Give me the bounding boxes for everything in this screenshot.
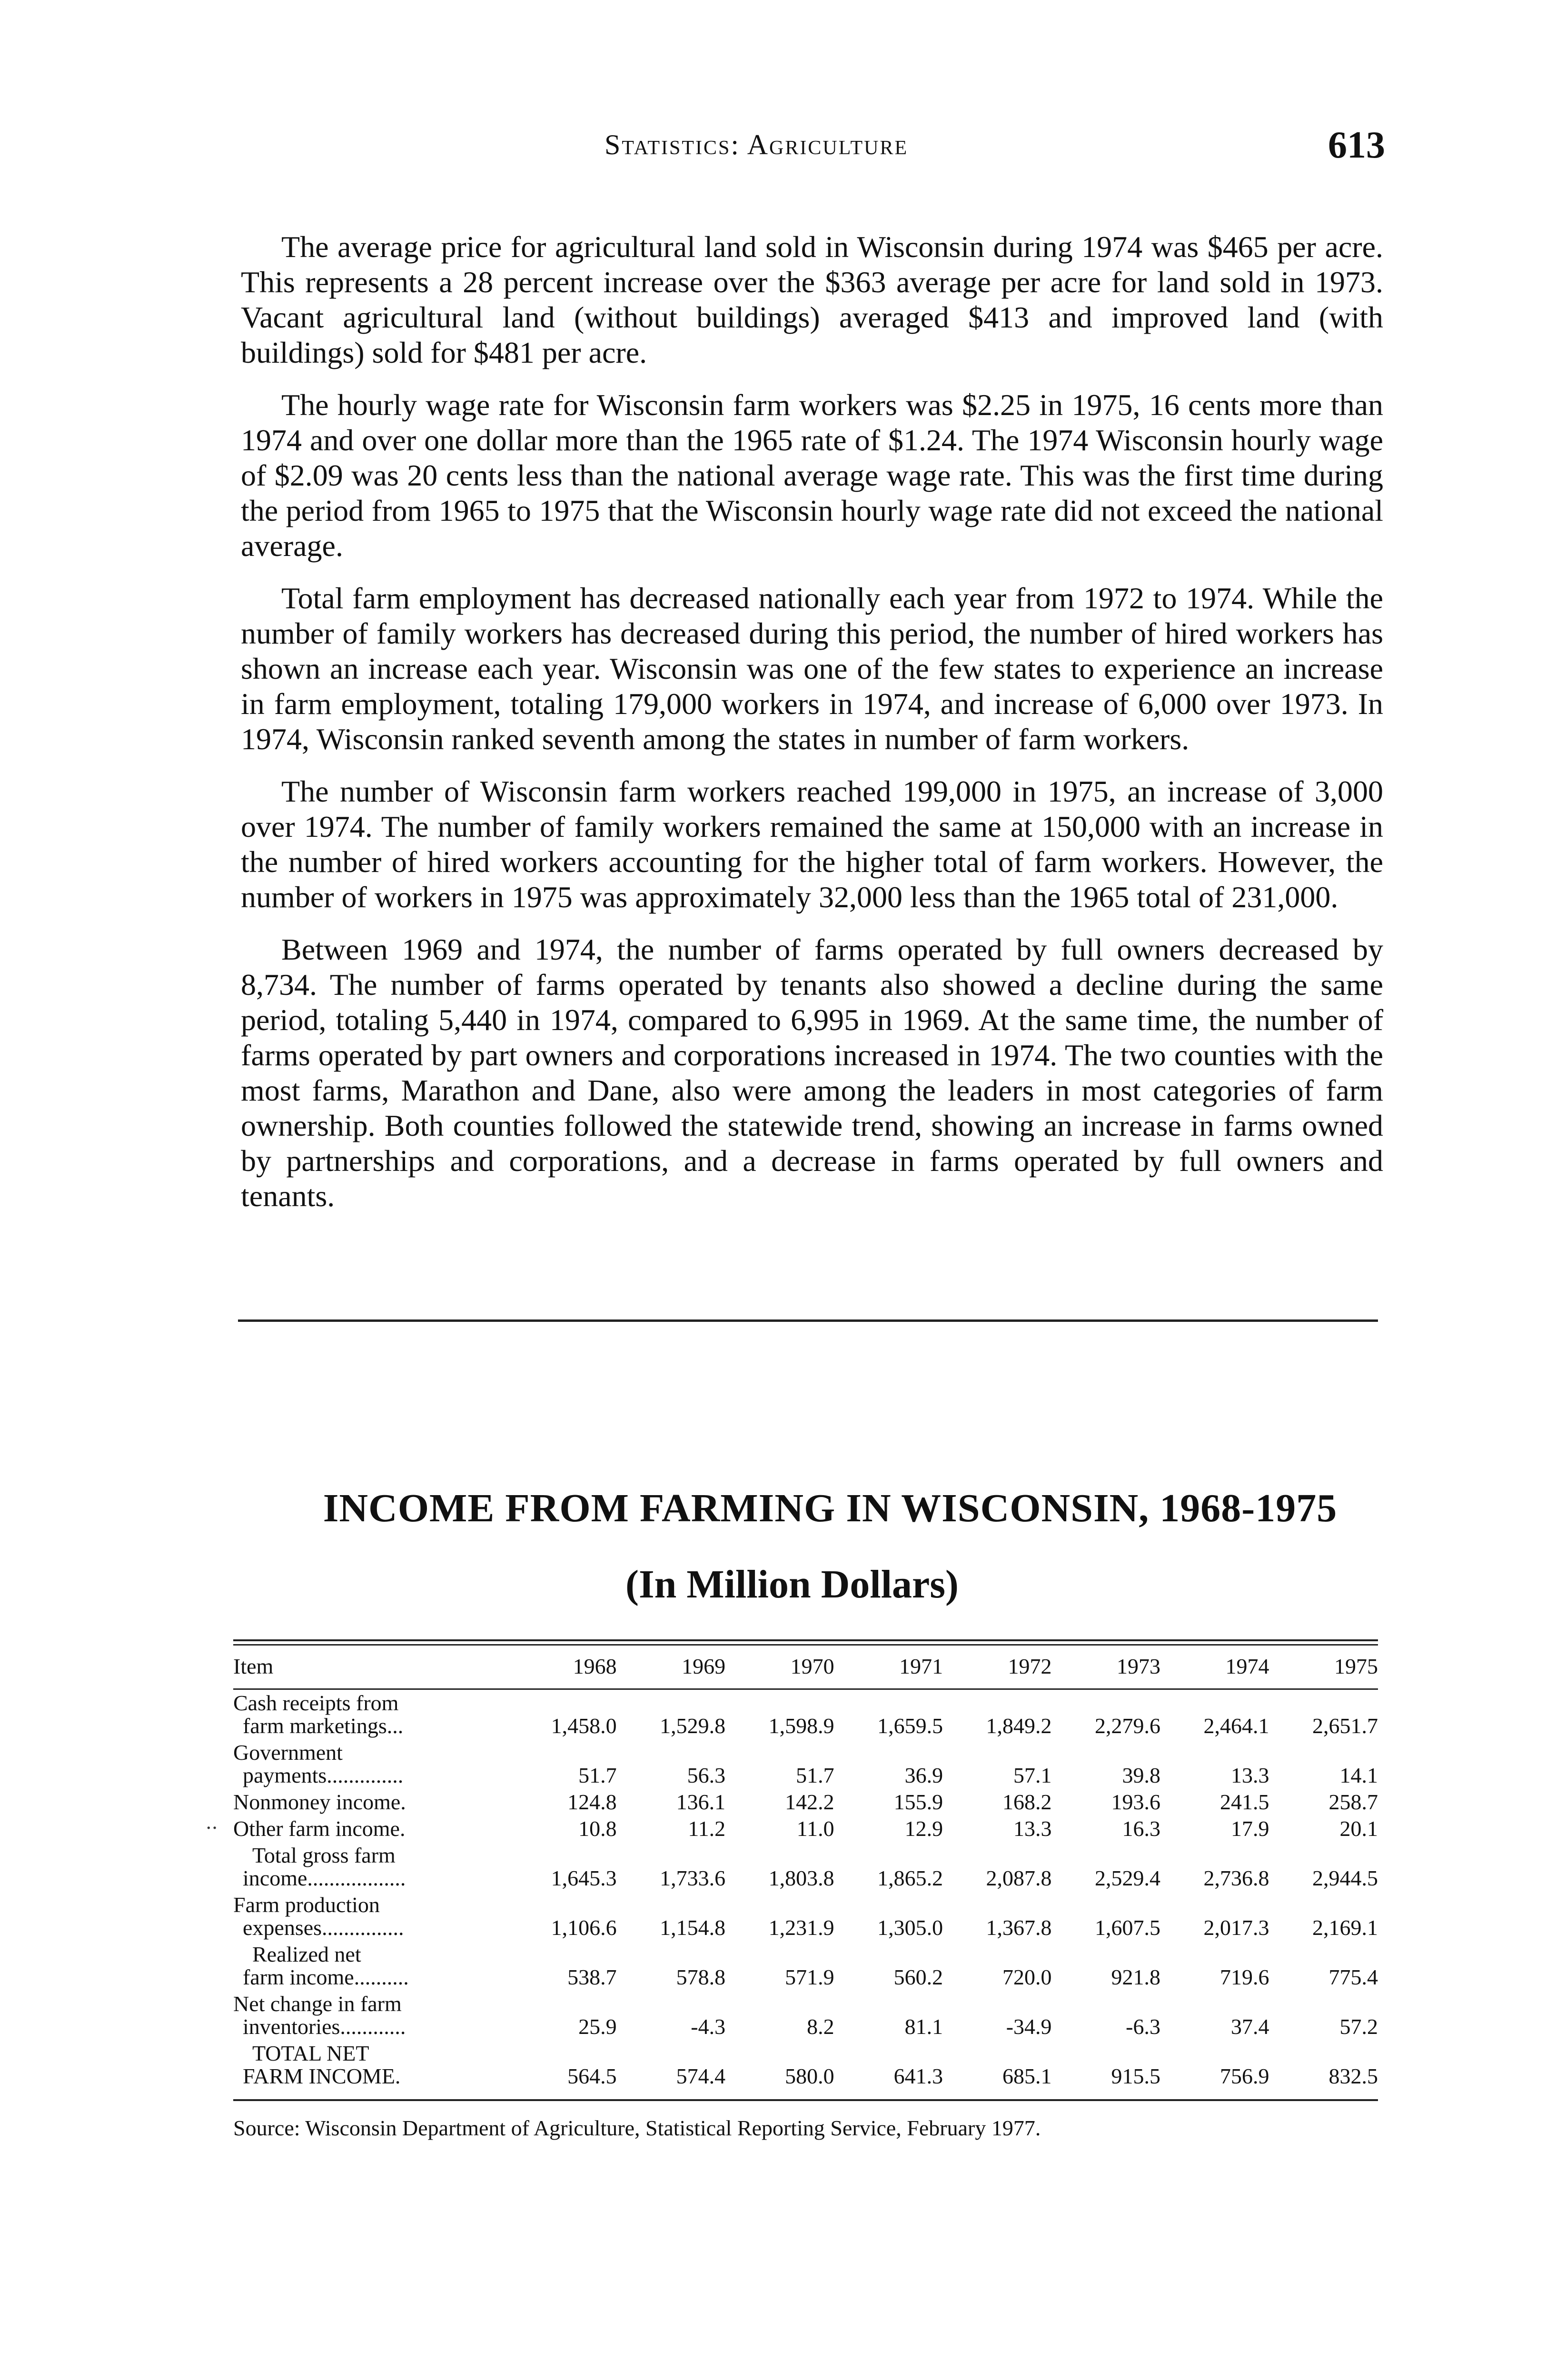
table-cell-1969: -4.3 [691,2014,726,2039]
row-label-line1: Nonmoney income. [233,1790,406,1814]
row-label [233,1789,508,1815]
table-cell-1974: 17.9 [1230,1816,1269,1841]
table-cell-1972: -34.9 [1006,2014,1052,2039]
table-cell-1973: 16.3 [1122,1816,1160,1841]
table-bottom-rule [233,2099,1378,2101]
table-body [233,1689,1378,2090]
row-label [233,2040,508,2090]
table-cell-1970: 1,598.9 [768,1714,834,1738]
paragraph-farm-ownership: Between 1969 and 1974, the number of farms operated by full owners decreased by 8,734. The number of farms operated by tenants also showed a decline during the same period, totaling 5,440 in 1974, compared to 6,995 in 1969. At the same time, the number of farms operated by part owners and corporations increased in 1974. The two counties with the most farms, Marathon and Dane, also were among the leaders in most categories of farm ownership. Both counties followed the statewide trend, showing an increase in farms owned by partnerships and corporations, and a decrease in farms operated by full owners and tenants. [241,932,1383,1213]
table-cell-1975: 20.1 [1339,1816,1378,1841]
table-cell-1970: 571.9 [785,1965,834,1989]
table-cell-1969: 1,154.8 [660,1915,726,1940]
paragraph-land-prices: The average price for agricultural land sold in Wisconsin during 1974 was $465 per acre. This represents a 28 percent increase over the $363 average per acre for land sold in 1973. Vacant agricultural land (without buildings) averaged $413 and improved land (with buildings) sold for $481 per acre. [241,230,1383,369]
table-cell-1972: 685.1 [1002,2064,1052,2088]
table-cell-1975: 57.2 [1339,2014,1378,2039]
row-label-line1: Farm production [233,1893,380,1917]
table-row [233,1892,1378,1941]
table-cell-1968: 10.8 [578,1816,617,1841]
table-cell-1971: 1,659.5 [877,1714,943,1738]
table-cell-1969: 11.2 [688,1816,726,1841]
table-cell-1973: 1,607.5 [1095,1915,1160,1940]
table-cell-1975: 2,651.7 [1312,1714,1378,1738]
row-label-line1: Net change in farm [233,1992,402,2016]
table-cell-1973: 193.6 [1111,1790,1160,1814]
row-label-line1: Realized net [252,1942,361,1966]
table-cell-1968: 1,645.3 [551,1866,617,1890]
table-cell-1973: 921.8 [1111,1965,1160,1989]
table-subtitle: (In Million Dollars) [625,1562,959,1606]
table-row [233,1842,1378,1892]
table-cell-1974: 756.9 [1219,2064,1269,2088]
row-label [233,1991,508,2040]
section-divider [238,1319,1378,1322]
table-cell-1975: 2,944.5 [1312,1866,1378,1890]
paragraph-farm-employment: Total farm employment has decreased nationally each year from 1972 to 1974. While the number of family workers has decreased during this period, the number of hired workers has shown an increase each year. Wisconsin was one of the few states to experience an increase in farm employment, totaling 179,000 workers in 1974, and increase of 6,000 over 1973. In 1974, Wisconsin ranked seventh among the states in number of farm workers. [241,581,1383,756]
table-cell-1970: 8.2 [807,2014,834,2039]
table-cell-1975: 775.4 [1328,1965,1378,1989]
table-cell-1971: 1,865.2 [877,1866,943,1890]
body-text [241,229,1383,1231]
column-header-1971: 1971 [834,1646,943,1689]
row-label-line2: income.................. [243,1866,406,1890]
table-cell-1974: 2,736.8 [1203,1866,1269,1890]
column-header-item: Item [233,1646,508,1689]
income-table-container [233,1639,1378,2141]
row-label-line1: TOTAL NET [252,2041,369,2065]
table-cell-1970: 11.0 [796,1816,834,1841]
table-cell-1975: 258.7 [1328,1790,1378,1814]
table-cell-1969: 56.3 [687,1763,726,1787]
row-label-line1: Other farm income. [233,1816,406,1841]
row-label-line2: expenses............... [243,1915,404,1940]
table-cell-1968: 124.8 [567,1790,617,1814]
table-cell-1972: 57.1 [1013,1763,1052,1787]
table-cell-1970: 142.2 [785,1790,834,1814]
table-cell-1970: 1,803.8 [768,1866,834,1890]
table-cell-1973: 915.5 [1111,2064,1160,2088]
table-row [233,1941,1378,1991]
running-title: Statistics: Agriculture [605,129,909,160]
column-header-1975: 1975 [1269,1646,1378,1689]
stray-print-marks: ·· [206,1817,218,1839]
table-cell-1974: 2,017.3 [1203,1915,1269,1940]
table-row [233,1689,1378,1740]
table-cell-1969: 1,733.6 [660,1866,726,1890]
column-header-1970: 1970 [725,1646,834,1689]
table-cell-1971: 155.9 [893,1790,943,1814]
table-cell-1973: -6.3 [1126,2014,1160,2039]
table-cell-1968: 1,106.6 [551,1915,617,1940]
table-cell-1972: 1,849.2 [986,1714,1052,1738]
table-cell-1973: 2,279.6 [1095,1714,1160,1738]
table-row [233,1739,1378,1789]
paragraph-farm-workers: The number of Wisconsin farm workers reached 199,000 in 1975, an increase of 3,000 over 1974. The number of family workers remained the same at 150,000 with an increase in the number of hired workers accounting for the higher total of farm workers. However, the number of workers in 1975 was approximately 32,000 less than the 1965 total of 231,000. [241,774,1383,914]
table-cell-1968: 538.7 [567,1965,617,1989]
table-cell-1969: 136.1 [676,1790,726,1814]
table-cell-1972: 720.0 [1002,1965,1052,1989]
table-cell-1971: 1,305.0 [877,1915,943,1940]
running-head [238,119,1385,167]
table-cell-1971: 12.9 [904,1816,943,1841]
table-cell-1971: 81.1 [904,2014,943,2039]
row-label-line1: Government [233,1740,343,1765]
table-header-row [233,1646,1378,1689]
table-row [233,2040,1378,2090]
table-cell-1975: 14.1 [1339,1763,1378,1787]
table-cell-1973: 2,529.4 [1095,1866,1160,1890]
row-label [233,1941,508,1991]
table-cell-1971: 641.3 [893,2064,943,2088]
column-header-1973: 1973 [1052,1646,1160,1689]
row-label-line2: inventories............ [243,2014,406,2039]
table-cell-1972: 168.2 [1002,1790,1052,1814]
table-row [233,1789,1378,1815]
table-cell-1972: 13.3 [1013,1816,1052,1841]
table-cell-1970: 51.7 [796,1763,834,1787]
table-source-note: Source: Wisconsin Department of Agriculture, Statistical Reporting Service, February 1977. [233,2116,1041,2140]
table-cell-1968: 564.5 [567,2064,617,2088]
column-header-1974: 1974 [1160,1646,1269,1689]
table-cell-1968: 1,458.0 [551,1714,617,1738]
column-header-1972: 1972 [943,1646,1051,1689]
row-label [233,1739,508,1789]
table-cell-1972: 2,087.8 [986,1866,1052,1890]
row-label [233,1815,508,1842]
table-cell-1975: 832.5 [1328,2064,1378,2088]
row-label-line2: farm income.......... [243,1965,409,1989]
row-label-line2: farm marketings... [243,1714,404,1738]
row-label [233,1689,508,1740]
table-cell-1975: 2,169.1 [1312,1915,1378,1940]
paragraph-wage-rate: The hourly wage rate for Wisconsin farm workers was $2.25 in 1975, 16 cents more than 1974 and over one dollar more than the 1965 rate of $1.24. The 1974 Wisconsin hourly wage of $2.09 was 20 cents less than the national average wage rate. This was the first time during the period from 1965 to 1975 that the Wisconsin hourly wage rate did not exceed the national average. [241,388,1383,563]
table-cell-1968: 25.9 [578,2014,617,2039]
table-cell-1974: 241.5 [1219,1790,1269,1814]
row-label-line2: payments.............. [243,1763,404,1787]
table-cell-1974: 2,464.1 [1203,1714,1269,1738]
table-cell-1974: 719.6 [1219,1965,1269,1989]
row-label-line1: Cash receipts from [233,1691,399,1715]
row-label-line1: Total gross farm [252,1843,396,1867]
table-title: INCOME FROM FARMING IN WISCONSIN, 1968-1975 [323,1486,1338,1530]
column-header-1968: 1968 [508,1646,616,1689]
table-cell-1970: 580.0 [785,2064,834,2088]
row-label-line2: FARM INCOME. [243,2064,401,2088]
row-label [233,1842,508,1892]
row-label [233,1892,508,1941]
table-cell-1969: 578.8 [676,1965,726,1989]
table-cell-1971: 36.9 [904,1763,943,1787]
table-cell-1974: 13.3 [1230,1763,1269,1787]
table-cell-1972: 1,367.8 [986,1915,1052,1940]
table-cell-1970: 1,231.9 [768,1915,834,1940]
table-cell-1971: 560.2 [893,1965,943,1989]
table-cell-1969: 1,529.8 [660,1714,726,1738]
table-cell-1969: 574.4 [676,2064,726,2088]
page-number: 613 [1328,124,1385,166]
column-header-1969: 1969 [617,1646,725,1689]
table-row [233,1991,1378,2040]
table-row [233,1815,1378,1842]
table-cell-1968: 51.7 [578,1763,617,1787]
income-table [233,1646,1378,2090]
table-cell-1974: 37.4 [1230,2014,1269,2039]
table-cell-1973: 39.8 [1122,1763,1160,1787]
table-top-rule [233,1639,1378,1646]
